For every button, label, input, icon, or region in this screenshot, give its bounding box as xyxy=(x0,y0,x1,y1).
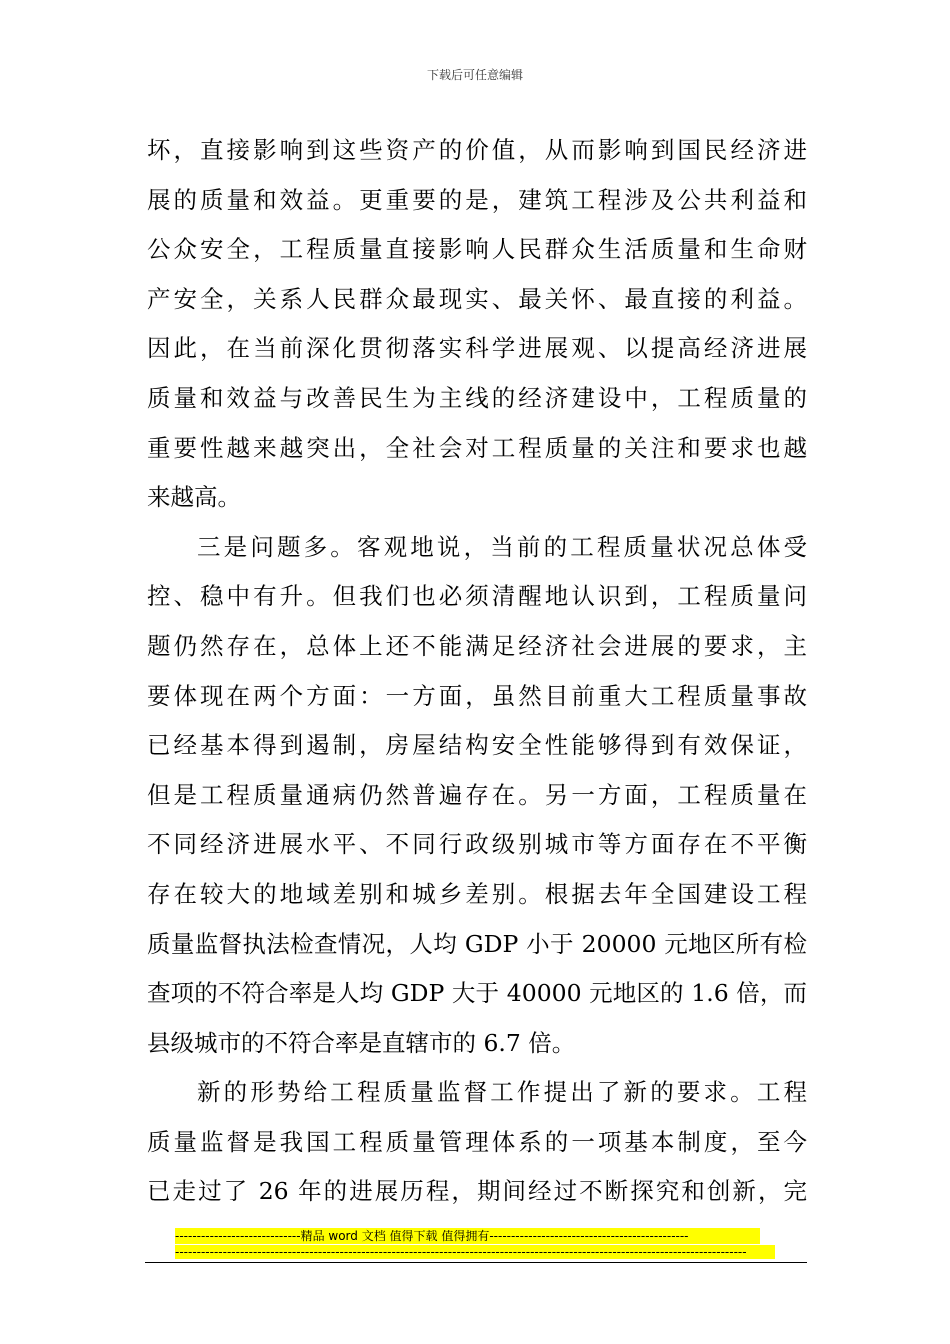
text-line: 已经基本得到遏制，房屋结构安全性能够得到有效保证， xyxy=(147,731,807,760)
text-line: 要体现在两个方面：一方面，虽然目前重大工程质量事故 xyxy=(147,681,807,710)
footer-rule xyxy=(145,1262,807,1263)
text-line: 新的形势给工程质量监督工作提出了新的要求。工程 xyxy=(197,1078,807,1107)
document-body xyxy=(147,126,807,1217)
text-line: 产安全，关系人民群众最现实、最关怀、最直接的利益。 xyxy=(147,284,807,313)
text-line: 存在较大的地域差别和城乡差别。根据去年全国建设工程 xyxy=(147,879,807,908)
text-line: 质量和效益与改善民生为主线的经济建设中，工程质量的 xyxy=(147,383,807,412)
text-line: 县级城市的不符合率是直辖市的 6.7 倍。 xyxy=(147,1028,576,1057)
page-header: 下载后可任意编辑 xyxy=(426,68,523,82)
text-line: 不同经济进展水平、不同行政级别城市等方面存在不平衡 xyxy=(147,830,807,859)
text-line: 质量监督是我国工程质量管理体系的一项基本制度，至今 xyxy=(147,1127,807,1156)
text-line: 展的质量和效益。更重要的是，建筑工程涉及公共利益和 xyxy=(147,185,807,214)
text-line: 坏，直接影响到这些资产的价值，从而影响到国民经济进 xyxy=(147,136,807,164)
text-line: 来越高。 xyxy=(147,483,241,512)
text-line: 三是问题多。客观地说，当前的工程质量状况总体受 xyxy=(197,532,807,561)
text-line: 因此，在当前深化贯彻落实科学进展观、以提高经济进展 xyxy=(147,334,807,363)
footer-dash-line: ------------------------------------------------------------------------------------------------------------------------------------ xyxy=(175,1245,775,1259)
text-line: 质量监督执法检查情况，人均 GDP 小于 20000 元地区所有检 xyxy=(147,929,807,958)
text-line: 已走过了 26 年的进展历程，期间经过不断探究和创新，完 xyxy=(147,1177,807,1206)
text-line: 题仍然存在，总体上还不能满足经济社会进展的要求，主 xyxy=(147,631,807,660)
footer-banner: -----------------------------精品 word 文档 值得下载 值得拥有---------------------------------------------- xyxy=(175,1228,760,1244)
text-line: 控、稳中有升。但我们也必须清醒地认识到，工程质量问 xyxy=(147,582,807,611)
text-line: 公众安全，工程质量直接影响人民群众生活质量和生命财 xyxy=(147,235,807,264)
text-line: 重要性越来越突出，全社会对工程质量的关注和要求也越 xyxy=(147,433,807,462)
text-line: 但是工程质量通病仍然普遍存在。另一方面，工程质量在 xyxy=(147,780,807,809)
text-line: 查项的不符合率是人均 GDP 大于 40000 元地区的 1.6 倍，而 xyxy=(147,979,807,1008)
